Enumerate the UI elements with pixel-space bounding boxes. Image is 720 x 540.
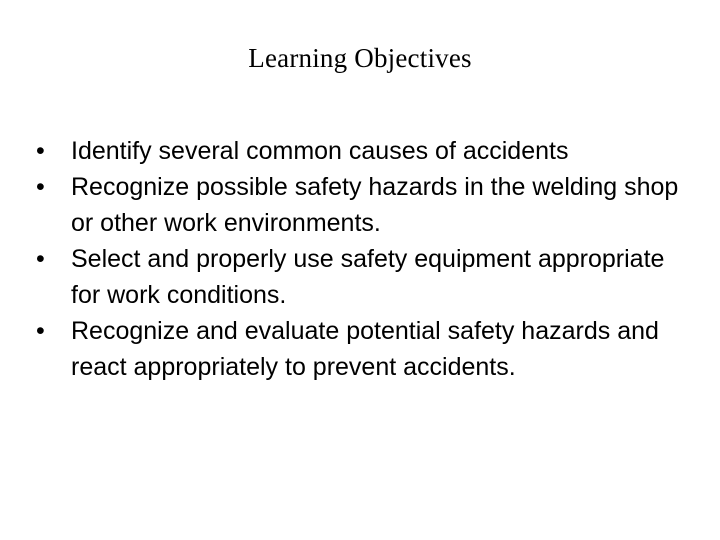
bullet-item-hazards [0, 169, 720, 241]
bullet-text: Recognize possible safety hazards in the welding shop or other work environments. [71, 173, 679, 237]
bullet-item-equipment [0, 241, 720, 313]
bullet-text: Recognize and evaluate potential safety hazards and react appropriately to prevent accidents. [71, 317, 659, 381]
bullet-icon: • [36, 173, 45, 201]
bullet-list [0, 133, 720, 385]
bullet-icon: • [36, 245, 45, 273]
bullet-item-causes [0, 133, 720, 169]
bullet-icon: • [36, 137, 45, 165]
bullet-item-evaluate [0, 313, 720, 385]
slide-title: Learning Objectives [248, 43, 472, 73]
bullet-text: Select and properly use safety equipment appropriate for work conditions. [71, 245, 665, 309]
bullet-text: Identify several common causes of accidents [71, 137, 569, 165]
bullet-icon: • [36, 317, 45, 345]
